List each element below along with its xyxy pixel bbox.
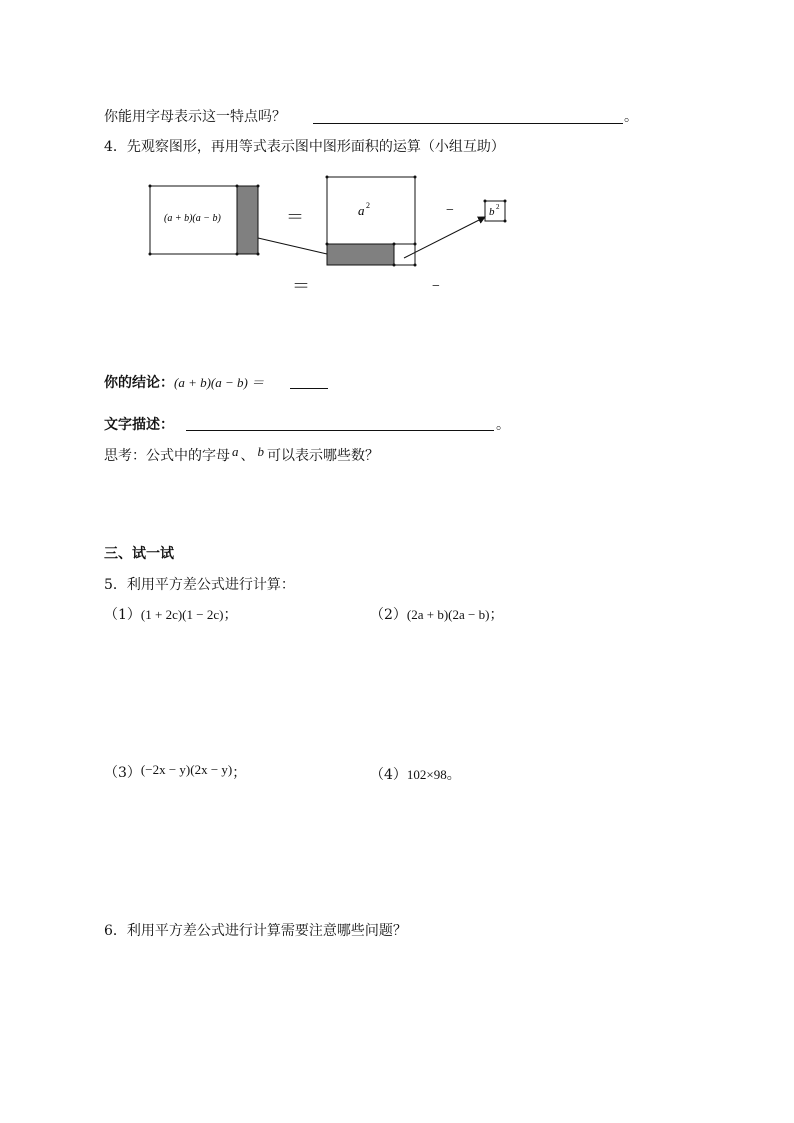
equals-sign-2: ＝ — [292, 276, 310, 296]
text-desc-label — [104, 414, 174, 434]
equals-sign-1: ＝ — [286, 207, 304, 227]
q5-item-1-num: （1） — [104, 607, 141, 623]
square-shaded-strip — [327, 244, 394, 265]
think-separator: 、 — [240, 448, 255, 464]
section3-title: 三、试一试 — [104, 546, 174, 562]
small-square-label: b — [489, 206, 495, 218]
q5-item-4-expr: 102×98 — [406, 767, 447, 782]
connector-line — [258, 238, 327, 254]
q5-item-2-num: （2） — [370, 607, 407, 623]
q5-item-3-num: （3） — [104, 765, 141, 781]
q5-item-4-num: （4） — [370, 767, 407, 783]
q5-item-3 — [104, 762, 246, 782]
square-label: a — [358, 203, 365, 218]
think-prefix: 思考：公式中的字母 — [104, 448, 230, 464]
small-square-label-exp: 2 — [496, 203, 500, 211]
think-line — [104, 445, 379, 465]
q5-title: 5．利用平方差公式进行计算： — [104, 577, 295, 593]
q5-item-1 — [104, 604, 237, 624]
q5-item-4 — [370, 764, 461, 784]
letter-question-end: 。 — [624, 109, 638, 125]
conclusion-blank[interactable] — [290, 388, 328, 389]
q5-item-2 — [370, 604, 503, 624]
q5-item-1-end: ； — [223, 607, 238, 623]
small-square — [485, 201, 505, 221]
arrow-line — [404, 217, 485, 258]
think-letter-a: a — [232, 444, 239, 459]
think-letter-b: b — [257, 444, 264, 459]
conclusion-line — [104, 372, 264, 392]
q5-item-3-end: ； — [232, 765, 247, 781]
q5-item-1-expr: (1 + 2c)(1 − 2c) — [140, 607, 224, 622]
q5-item-2-expr: (2a + b)(2a − b) — [406, 607, 490, 622]
minus-sign-1: − — [446, 203, 454, 218]
conclusion-label: 你的结论： — [104, 375, 174, 391]
text-desc-label-text: 文字描述： — [104, 417, 174, 433]
q6-title: 6．利用平方差公式进行计算需要注意哪些问题？ — [104, 923, 407, 939]
square-label-exp: 2 — [366, 201, 370, 210]
rect-label: (a + b)(a − b) — [164, 213, 221, 224]
think-suffix: 可以表示哪些数？ — [267, 448, 379, 464]
q4-title: 4．先观察图形，再用等式表示图中图形面积的运算（小组互助） — [104, 139, 505, 155]
q5-item-3-expr: (−2x − y)(2x − y) — [140, 762, 233, 777]
letter-question-text: 你能用字母表示这一特点吗？ — [104, 109, 286, 125]
text-desc-end: 。 — [496, 417, 510, 433]
conclusion-expression: (a + b)(a − b) ＝ — [174, 375, 265, 390]
q5-item-4-end: 。 — [446, 767, 461, 783]
text-desc-blank[interactable] — [186, 430, 494, 431]
area-figure — [0, 0, 794, 320]
minus-sign-2: − — [432, 279, 440, 294]
q5-item-2-end: ； — [489, 607, 504, 623]
left-shaded-strip — [237, 186, 258, 254]
